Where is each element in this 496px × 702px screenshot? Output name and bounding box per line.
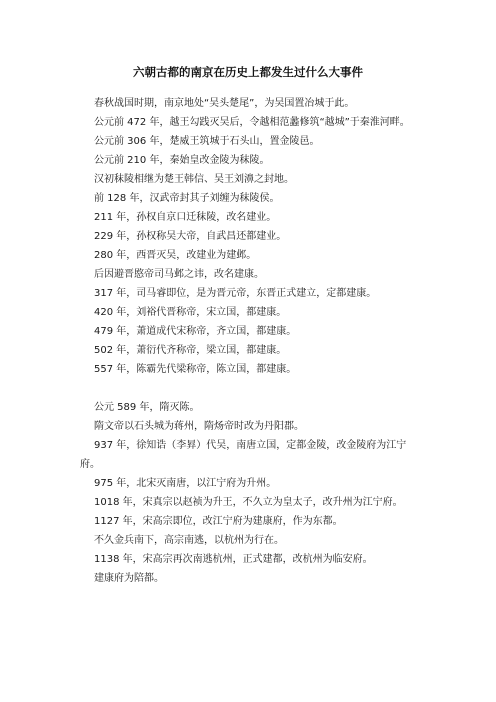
paragraph: 1138 年，宋高宗再次南逃杭州，正式建都，改杭州为临安府。 [94, 554, 373, 565]
document-title: 六朝古都的南京在历史上都发生过什么大事件 [133, 65, 363, 79]
paragraph: 汉初秣陵相继为楚王韩信、吴王刘濞之封地。 [94, 174, 294, 185]
paragraph: 502 年，萧衍代齐称帝，梁立国，都建康。 [94, 345, 287, 356]
paragraph: 975 年，北宋灭南唐，以江宁府为升州。 [94, 478, 277, 489]
paragraph: 不久金兵南下，高宗南逃，以杭州为行在。 [94, 535, 284, 546]
paragraph: 229 年，孙权称吴大帝，自武昌还都建业。 [94, 231, 287, 242]
paragraph: 公元前 472 年，越王勾践灭吴后，令越相范蠡修筑“越城”于秦淮河畔。 [94, 117, 410, 128]
paragraph: 公元 589 年，隋灭陈。 [94, 402, 200, 413]
paragraph: 211 年，孙权自京口迁秣陵，改名建业。 [94, 212, 277, 223]
paragraph: 后因避晋愍帝司马邺之讳，改名建康。 [94, 269, 264, 280]
paragraph: 隋文帝以石头城为蒋州，隋炀帝时改为丹阳郡。 [94, 421, 304, 432]
paragraph: 公元前 306 年，楚威王筑城于石头山，置金陵邑。 [94, 136, 320, 147]
paragraph: 280 年，西晋灭吴，改建业为建邺。 [94, 250, 257, 261]
paragraph: 前 128 年，汉武帝封其子刘缠为秣陵侯。 [94, 193, 280, 204]
paragraph: 建康府为陪都。 [94, 573, 164, 584]
paragraph: 春秋战国时期，南京地处“吴头楚尾”，为吴国置冶城于此。 [94, 98, 355, 109]
paragraph: 557 年，陈霸先代梁称帝，陈立国，都建康。 [94, 364, 297, 375]
paragraph: 479 年，萧道成代宋称帝，齐立国，都建康。 [94, 326, 297, 337]
paragraph: 317 年，司马睿即位，是为晋元帝，东晋正式建立，定都建康。 [94, 288, 377, 299]
paragraph-gap [80, 379, 420, 398]
paragraph: 420 年，刘裕代晋称帝，宋立国，都建康。 [94, 307, 287, 318]
paragraph: 937 年，徐知诰（李昪）代吴，南唐立国，定都金陵，改金陵府为江宁府。 [80, 440, 407, 470]
paragraph: 1127 年，宋高宗即位，改江宁府为建康府，作为东都。 [94, 516, 343, 527]
document-body [80, 94, 420, 588]
paragraph: 1018 年，宋真宗以赵祯为升王，不久立为皇太子，改升州为江宁府。 [94, 497, 403, 508]
paragraph: 公元前 210 年，秦始皇改金陵为秣陵。 [94, 155, 270, 166]
